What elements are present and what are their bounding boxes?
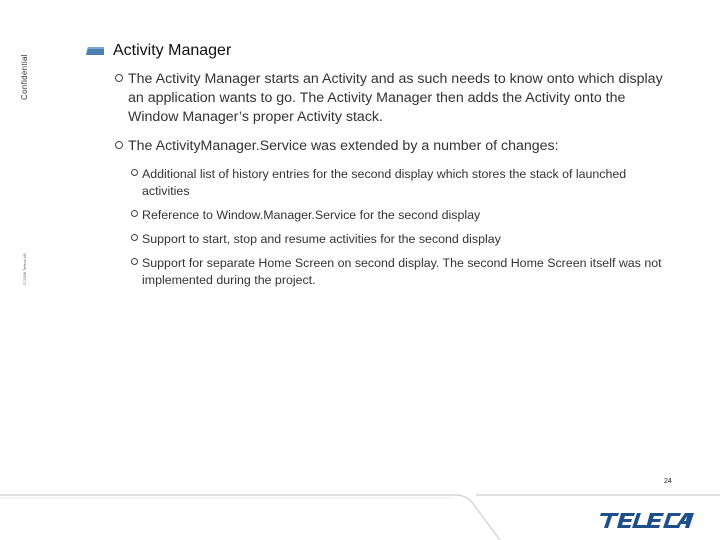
confidential-label: Confidential xyxy=(20,54,29,100)
bullet-text: The ActivityManager.Service was extended by a number of changes: xyxy=(128,138,559,154)
sub-bullet-text: Reference to Window.Manager.Service for the second display xyxy=(142,208,481,222)
teleca-logo xyxy=(598,505,698,533)
sub-bullet-text: Support to start, stop and resume activities for the second display xyxy=(142,232,501,246)
sub-bullet-text: Support for separate Home Screen on second display. The second Home Screen itself was not implemented during the project. xyxy=(142,256,662,287)
page-number: 24 xyxy=(664,478,672,485)
slide-title: Activity Manager xyxy=(113,42,232,59)
bullet-text: The Activity Manager starts an Activity and as such needs to know onto which display an application wants to go. The Activity Manager then adds the Activity onto the Window Manager’s proper Activity stack. xyxy=(128,71,663,125)
copyright-label: © 2008 Teleca AB xyxy=(22,253,27,285)
sub-bullet-text: Additional list of history entries for the second display which stores the stack of launched activities xyxy=(142,167,627,198)
